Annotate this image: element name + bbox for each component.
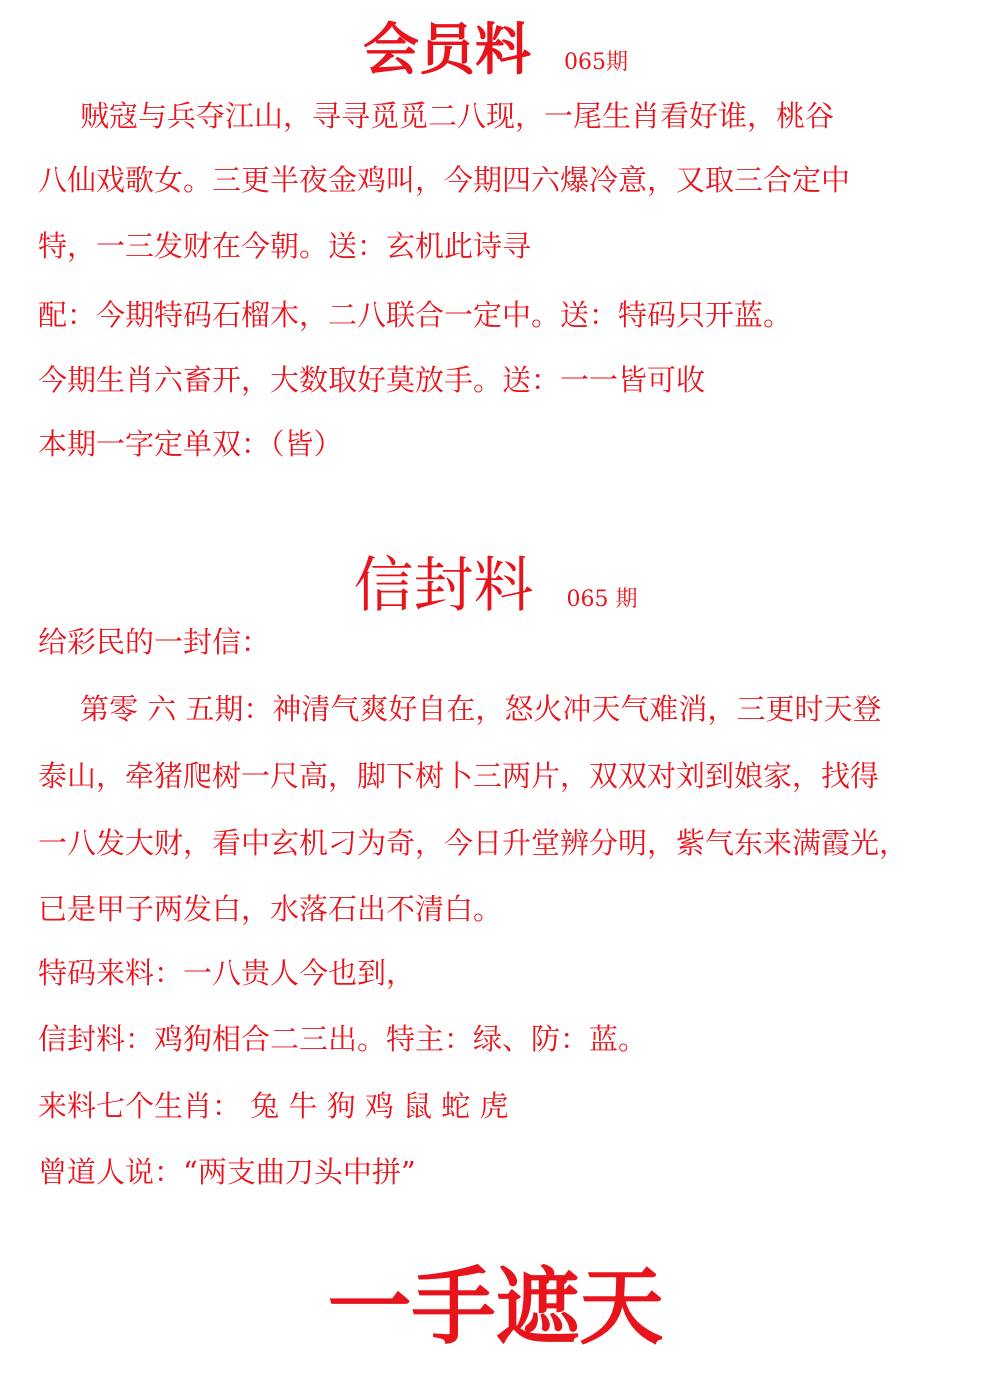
letter-line-6: 特码来料：一八贵人今也到， xyxy=(38,956,416,990)
member-line-1: 贼寇与兵夺江山，寻寻觅觅二八现，一尾生肖看好谁，桃谷 xyxy=(80,99,835,133)
member-heading xyxy=(0,6,991,86)
letter-heading xyxy=(0,538,991,624)
letter-title: 信封料 xyxy=(353,551,534,621)
member-line-3: 特，一三发财在今朝。送：玄机此诗寻 xyxy=(38,229,532,263)
letter-issue: 065 期 xyxy=(566,587,638,612)
letter-line-8: 来料七个生肖： 兔 牛 狗 鸡 鼠 蛇 虎 xyxy=(38,1089,509,1123)
member-line-6: 本期一字定单双：（皆） xyxy=(38,427,343,461)
member-line-4: 配：今期特码石榴木，二八联合一定中。送：特码只开蓝。 xyxy=(38,298,793,332)
letter-line-4: 一八发大财，看中玄机刁为奇，今日升堂辨分明，紫气东来满霞光， xyxy=(38,826,909,860)
member-title: 会员料 xyxy=(362,17,531,83)
letter-line-9: 曾道人说：“两支曲刀头中拼” xyxy=(38,1155,416,1189)
letter-line-2: 第零 六 五期：神清气爽好自在，怒火冲天气难消，三更时天登 xyxy=(80,692,882,726)
letter-line-7: 信封料：鸡狗相合二三出。特主：绿、防：蓝。 xyxy=(38,1022,648,1056)
letter-line-1: 给彩民的一封信： xyxy=(38,625,271,659)
member-issue: 065期 xyxy=(564,50,629,75)
bottom-title: 一手遮天 xyxy=(327,1257,664,1356)
letter-line-5: 已是甲子两发白，水落石出不清白。 xyxy=(38,892,503,926)
member-line-5: 今期生肖六畜开，大数取好莫放手。送：一一皆可收 xyxy=(38,363,706,397)
letter-line-3: 泰山，牵猪爬树一尺高，脚下树卜三两片，双双对刘到娘家，找得 xyxy=(38,759,880,793)
member-line-2: 八仙戏歌女。三更半夜金鸡叫，今期四六爆冷意，又取三合定中 xyxy=(38,163,851,197)
bottom-heading xyxy=(0,1240,991,1361)
